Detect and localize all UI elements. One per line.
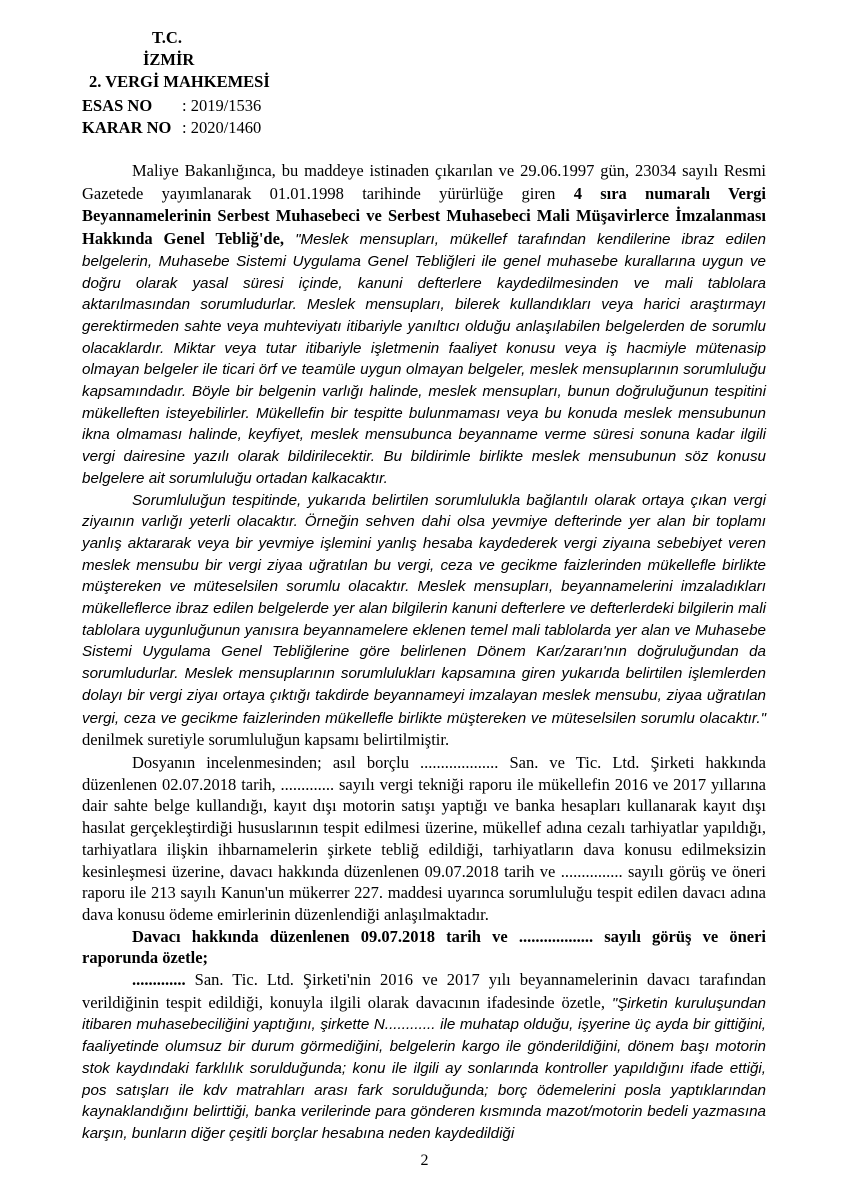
- karar-no-label: KARAR NO: [82, 118, 172, 137]
- paragraph-1-intro: Maliye Bakanlığınca, bu maddeye istinaden çıkarılan ve 29.06.1997 gün, 23034 sayılı Resmi Gazetede yayımlanarak 01.01.1998 tarihinde yürürlüğe giren: [82, 161, 766, 203]
- paragraph-4-heading: Davacı hakkında düzenlenen 09.07.2018 tarih ve .................. sayılı görüş ve öneri raporunda özetle;: [82, 926, 766, 968]
- karar-no-line: [82, 117, 261, 139]
- paragraph-5: [82, 969, 766, 1145]
- header-city: İZMİR: [143, 50, 195, 69]
- paragraph-5-company: .............: [132, 970, 186, 990]
- paragraph-2-quote: Sorumluluğun tespitinde, yukarıda belirtilen sorumlulukla bağlantılı olarak ortaya çıkan vergi ziyaının varlığı yeterli olacaktır. Örneğin sehven dahi olsa yevmiye defterinde yer alan bir toplamı yanlış aktararak veya bir yevmiye işlemini yanlış hesaba kaydederek vergi ziyaına sebebiyet veren meslek mensubu bir vergi ziyaa uğratılan bu vergi, ceza ve gecikme faizlerinden mükellefle birlikte müştereken ve müteselsilen sorumlu olacaktır. Meslek mensupları, beyannamelerini imzaladıkları mükelleflerce ibraz edilen belgelerde yer alan bilgilerin kanuni defterlere ve defterlerdeki bilgilerin mali tablolara uygunluğunun yanısıra beyannamelere eklenen temel mali tablolarda yer alan ve Muhasebe Sistemi Uygulama Genel Tebliğlerine göre belirlenen Dönem Kar/zararı'nın doğruluğundan da sorumludurlar. Meslek mensuplarının sorumlulukları kapsamına giren yukarıda belirtilen işlemlerden dolayı bir vergi ziyaı ortaya çıktığı takdirde beyannameyi imzalayan meslek mensubu, ziyaa uğratılan vergi, ceza ve gecikme faizlerinden mükellefle birlikte müştereken ve müteselsilen sorumlu olacaktır.": [82, 491, 766, 727]
- karar-no-value: : 2020/1460: [182, 118, 262, 137]
- esas-no-label: ESAS NO: [82, 96, 153, 115]
- esas-no-value: : 2019/1536: [182, 96, 262, 115]
- paragraph-3: Dosyanın incelenmesinden; asıl borçlu ................... San. ve Tic. Ltd. Şirketi hakkında düzenlenen 02.07.2018 tarih, ............. sayılı vergi tekniği raporu ile mükellefin 2016 ve 2017 yıllarına dair sahte belge kullandığı, kayıt dışı motorin satışı yaptığı ve banka hesapları kullanarak kayıt dışı hasılat gerçekleştirdiği hususlarının tespit edilmesi üzerine, mükellef adına cezalı tarhiyatlar yapıldığı, tarhiyatlara ilişkin ihbarnamelerin şirkete tebliğ edildiği, tarhiyatların dava konusu edilmeksizin kesinleşmesi üzerine, davacı hakkında düzenlenen 09.07.2018 tarih ve ............... sayılı görüş ve öneri raporu ile 213 sayılı Kanun'un mükerrer 227. maddesi uyarınca sorumluluğu tespit edilen davacı adına dava konusu ödeme emirlerinin düzenlendiği anlaşılmaktadır.: [82, 752, 766, 924]
- header-court: 2. VERGİ MAHKEMESİ: [89, 72, 270, 91]
- paragraph-5-quote: "Şirketin kuruluşundan itibaren muhasebeciliğini yaptığını, şirkette N............ ile muhatap olduğu, işyerine üç ayda bir gittiğini, faaliyetinde olumsuz bir durum görmediğini, belgelerin kargo ile gönderildiğini, dönem başı motorin stok kaydındaki farklılık sorulduğunda; konu ile ilgili ay sonlarında kontroller yapıldığını ifade ettiği, pos satışları ile kdv matrahları arası fark sorulduğunda; borç ödemelerini posla yaptıklarından kaynaklandığını belirttiği, banka verilerinde para gönderen kısmında mazot/motorin bedeli yazmasına karşın, bunların diğer çeşitli borçlar hesabına neden kaydedildiği: [82, 994, 766, 1142]
- header-tc: T.C.: [152, 28, 182, 47]
- paragraph-5-intro: San. Tic. Ltd. Şirketi'nin 2016 ve 2017 yılı beyannamelerinin davacı tarafından verildiğinin tespit edildiği, konuyla ilgili olarak davacının ifadesinde özetle,: [82, 970, 766, 1012]
- page-number: 2: [420, 1152, 429, 1169]
- paragraph-1-tebliğ-title: 4 sıra numaralı Vergi Beyannamelerinin Serbest Muhasebeci ve Serbest Muhasebeci Mali Müşavirlerce İmzalanması Hakkında Genel Tebliğ'de,: [82, 183, 766, 249]
- paragraph-2: [82, 490, 766, 752]
- paragraph-1: [82, 160, 766, 490]
- document-body: [82, 160, 766, 1145]
- paragraph-1-quote: "Meslek mensupları, mükellef tarafından kendilerine ibraz edilen belgelerin, Muhasebe Sistemi Uygulama Genel Tebliğleri ile genel muhasebe kurallarına uygun ve doğru olarak yasal süresi içinde, kanuni defterlere kaydedilmesinden ve mali tablolara aktarılmasından sorumludurlar. Meslek mensupları, bilerek kullandıkları veya harici araştırmayı gerektirmeden sahte veya muhteviyatı itibariyle yanıltıcı olduğu anlaşılabilen belgelerden de sorumlu olacaklardır. Miktar veya tutar itibariyle işletmenin faaliyet konusu veya iş hacmiyle mütenasip olmayan belgeler ile ticari örf ve teamüle uygun olmayan belgeler, meslek mensuplarının sorumluluğu kapsamındadır. Böyle bir belgenin varlığı halinde, meslek mensupları, bunun doğruluğunun tespitini mükelleften isteyebilirler. Mükellefin bir tespitte bulunmaması veya bu konuda meslek mensubunun ikna olmaması halinde, keyfiyet, meslek mensubunca beyanname verme süresi sonuna kadar ilgili vergi dairesine yazılı olarak bildirilecektir. Bu bildirimle birlikte meslek mensubunun söz konusu belgelere ait sorumluluğu ortadan kalkacaktır.: [82, 231, 766, 487]
- paragraph-2-tail: denilmek suretiyle sorumluluğun kapsamı belirtilmiştir.: [82, 730, 450, 750]
- esas-no-line: [82, 95, 261, 117]
